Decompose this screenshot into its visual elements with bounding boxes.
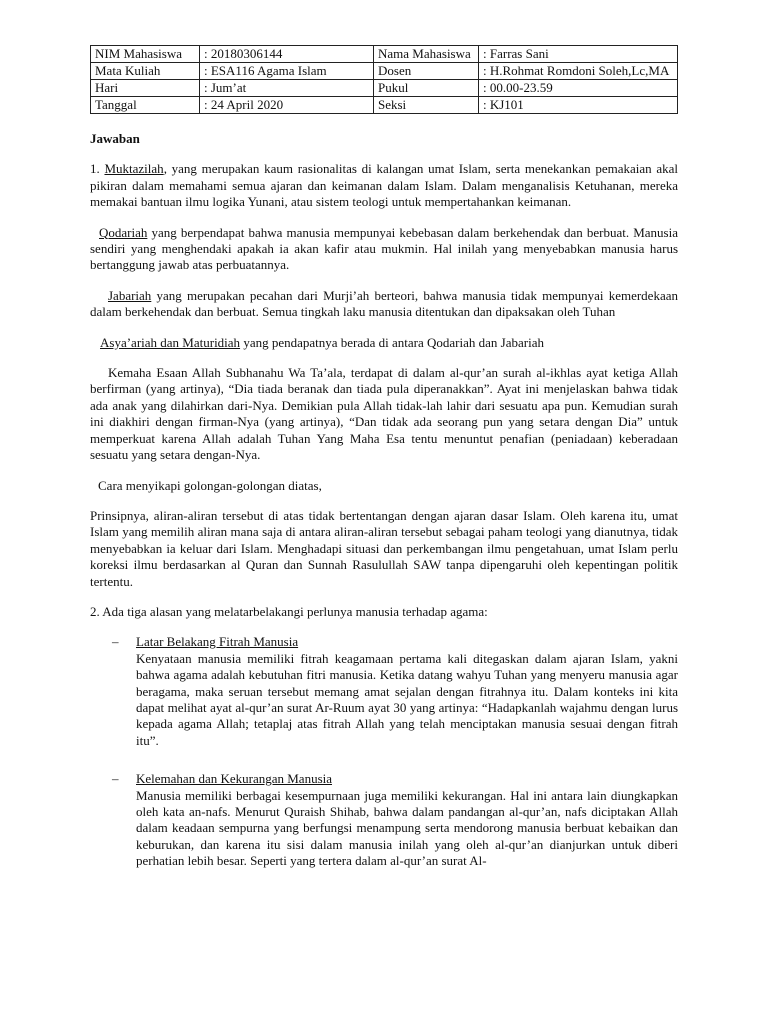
paragraph-prinsipnya: Prinsipnya, aliran-aliran tersebut di atas tidak bertentangan dengan ajaran dasar Islam. Oleh karena itu, umat Islam yang memilih aliran mana saja di antara aliran-aliran tersebut sebagai paham teologi yang dianutnya, tidak menyebabkan ia keluar dari Islam. Menghadapi situasi dan perkembangan ilmu pengetahuan, umat Islam perlu koreksi ilmu berdasarkan al Quran dan Sunnah Rasulullah SAW tanpa dipengaruhi oleh kepentingan politik tertentu. [90,507,678,589]
paragraph-text: , yang merupakan kaum rasionalitas di kalangan umat Islam, serta menekankan pemakaian akal pikiran dalam memahami semua ajaran dan keimanan dalam Islam. Dalam menganalisis Ketuhanan, mereka memakai bantuan ilmu logika Yunani, atau sistem teologi untuk mempertahankan keimanan. [90,161,678,210]
list-item [90,634,678,749]
label-nim: NIM Mahasiswa [91,46,200,63]
label-hari: Hari [91,80,200,97]
bullet-text: Kenyataan manusia memiliki fitrah keagamaan pertama kali ditegaskan dalam ajaran Islam, yakni bahwa agama adalah kebutuhan fitri manusia. Ketika datang wahyu Tuhan yang menyeru manusia agar beragama, maka seruan tersebut memang amat sejalan dengan fitrahnya itu. Dalam konteks ini kita dapat melihat ayat al-qur’an surat Ar-Ruum ayat 30 yang artinya: “Hadapkanlah wajahmu dengan lurus kepada agama Allah; tetaplaj atas fitrah Allah yang telah menciptakan manusia sesuai dengan fitrah itu”. [136,650,678,748]
paragraph-text: yang merupakan pecahan dari Murji’ah berteori, bahwa manusia tidak mempunyai kemerdekaan dalam berkehendak dan berbuat. Semua tingkah laku manusia ditentukan dan dipaksakan oleh Tuhan [90,287,678,320]
bullet-text: Manusia memiliki berbagai kesempurnaan juga memiliki kekurangan. Hal ini antara lain diungkapkan oleh kata an-nafs. Menurut Quraish Shihab, bahwa dalam pandangan al-qur’an, nafs diciptakan Allah dalam keadaan sempurna yang berfungsi menampung serta mendorong manusia berbuat kebaikan dan keburukan, dan karena itu sisi dalam manusia inilah yang oleh al-qur’an dianjurkan untuk diberi perhatian lebih besar. Seperti yang tertera dalam al-qur’an surat Al- [136,787,678,869]
value-pukul: : 00.00-23.59 [479,80,678,97]
paragraph-alasan: 2. Ada tiga alasan yang melatarbelakangi perlunya manusia terhadap agama: [90,603,488,619]
table-row [91,80,678,97]
value-hari: : Jum’at [200,80,374,97]
dash-marker: – [112,771,119,787]
bullet-title: Kelemahan dan Kekurangan Manusia [136,771,333,787]
dash-marker: – [112,634,119,650]
table-row [91,46,678,63]
paragraph-kemaha-esaan: Kemaha Esaan Allah Subhanahu Wa Ta’ala, terdapat di dalam al-qur’an surah al-ikhlas ayat ketiga Allah berfirman (yang artinya), “Dia tiada beranak dan tiada pula diperanakkan”. Ayat ini menjelaskan bahwa tidak ada anak yang dilahirkan dari-Nya. Demikian pula Allah tidak-lah lahir dari sesuatu apa pun. Kemudian surah ini diakhiri dengan firman-Nya (yang artinya), “Dan tidak ada seorang pun yang setara dengan Dia” untuk memperkuat karena Allah adalah Tuhan Yang Maha Esa tentu menuntut penafian (peniadaan) keberadaan sesuatu yang setara dengan-Nya. [90,365,678,463]
paragraph-asyariah [90,335,678,351]
section-heading: Jawaban [90,131,140,146]
paragraph-jabariah [90,288,678,321]
table-row [91,63,678,80]
student-info-table [90,45,678,114]
term-jabariah: Jabariah [108,287,152,303]
label-tanggal: Tanggal [91,97,200,114]
paragraph-muktazilah [90,161,678,210]
label-pukul: Pukul [374,80,479,97]
bullet-title: Latar Belakang Fitrah Manusia [136,634,299,650]
label-nama: Nama Mahasiswa [374,46,479,63]
value-dosen: : H.Rohmat Romdoni Soleh,Lc,MA [479,63,678,80]
value-seksi: : KJ101 [479,97,678,114]
value-nama: : Farras Sani [479,46,678,63]
value-mata-kuliah: : ESA116 Agama Islam [200,63,374,80]
paragraph-qodariah [90,225,678,274]
term-asyariah-maturidiah: Asya’ariah dan Maturidiah [100,334,241,350]
term-muktazilah: Muktazilah [104,161,164,177]
paragraph-text: yang berpendapat bahwa manusia mempunyai kebebasan dalam berkehendak dan berbuat. Manusia sendiri yang menghendaki apakah ia akan kafir atau mukmin. Hal inilah yang menyebabkan manusia harus bertanggung jawab atas perbuatannya. [90,224,678,273]
label-mata-kuliah: Mata Kuliah [91,63,200,80]
paragraph-text: yang pendapatnya berada di antara Qodariah dan Jabariah [240,334,544,350]
item-number: 1. [90,161,105,177]
value-tanggal: : 24 April 2020 [200,97,374,114]
term-qodariah: Qodariah [99,224,148,240]
table-row [91,97,678,114]
value-nim: : 20180306144 [200,46,374,63]
list-item [90,771,678,869]
label-seksi: Seksi [374,97,479,114]
document-body [90,131,678,870]
label-dosen: Dosen [374,63,479,80]
paragraph-cara-menyikapi: Cara menyikapi golongan-golongan diatas, [98,477,322,493]
